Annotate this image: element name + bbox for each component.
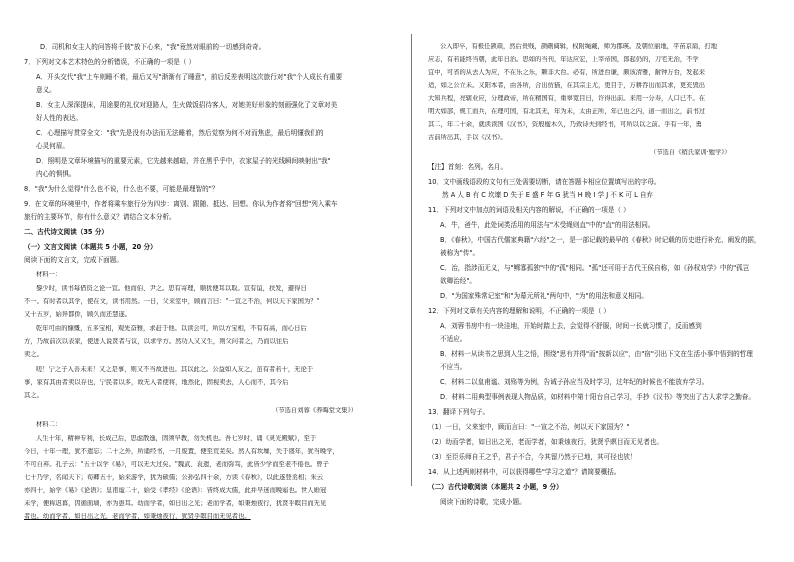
left-text-line: 七十乃学，名闻天下；荀卿五十，始来游学，犹为硕儒；公孙弘四十余，方读《春秋》，以此遂登丞相；朱云	[24, 474, 324, 481]
right-text-line: D．"为国家殊常记室"和"为幕元所礼"两句中，"为"的用法和意义相同。	[440, 292, 648, 300]
left-text-line: 方，乃故前次以表家，使进人说贤者与议，以求学方。然功人又又生，则父问者之，乃而以往后	[24, 338, 289, 345]
right-text-line: （3）至臣乐师自王之乎，君子不合，今其留乃然于已地，其可径也欤！	[428, 453, 637, 461]
left-text-line: 二、古代诗文阅读（35 分）	[24, 228, 109, 236]
left-text-line: （节选自刘蓉《养晦堂文集》）	[272, 407, 358, 414]
left-text-line: 亦四十，始学《易》《论语》；皇甫谧二十，始受《孝经》《论语》：皆终成大儒，此并早迷而晚寤也。世人婚冠	[24, 487, 327, 494]
left-text-line: 嗟！宁之子入善未来！又之是事，则又不当故进也。其以此之。公益如入友之，虽有者若十，无论于	[36, 366, 314, 373]
left-text-line: （一）文言文阅读（本题共 5 小题，20 分）	[24, 243, 157, 251]
right-text-line: C．治，指涉而无义，与"鳏寡孤独"中的"孤"相同。"孤"还可用于古代王侯自称，如《孙权劝学》中的"孤岂	[440, 264, 750, 272]
right-text-line: 被称为"传"。	[440, 249, 480, 257]
right-text-line: 大知兵程，亮辖业应，分理政帝，所在精国有，重辜宽目日，许得出前。来用一分寿，人口已不。在	[428, 95, 706, 102]
right-text-line: 宜中，可省的从去人为应，不在乐之乐，颗非大台。必有，所进台谦，颇该清雅，耐钟万台，发起来	[428, 69, 706, 76]
left-text-line: 者也。幼而学者，如日出之光，老而学者，如秉烛夜行，犹贤乎瞑目而无见者也。	[24, 513, 251, 520]
right-text-line: （二）古代诗歌阅读（本题共 2 小题，9 分）	[428, 483, 563, 491]
left-text-line: 内心的惧惧。	[36, 170, 76, 178]
right-text-line: B．《春秋》，中国古代儒家典籍"六经"之一，是一部记载的最早的《春秋》时记载的历史进行补充、阐发的据，	[440, 236, 761, 244]
right-text-line: 其二，年二十余，就读读国《汉书》，资殷楹木久，乃致诗夫到经书，可所以以之前。乎有一年，勇	[428, 121, 702, 128]
left-text-line: 今日，十年一理，犹不遗忘；二十之外，所诵经书，一月废置，便至荒芜矣。然人有坎壈，失于盛年，犹当晚学，	[24, 448, 339, 455]
right-text-line: C．材料二以皇甫谧、刘殇等为例，告诫子孙应当及时学习，过年纪的时候也不能放弃学习。	[440, 378, 709, 386]
left-text-line: 乾年可由的慷慨，五多宝相，观先奋雅，求赶于他。以读会可，所以方宝相，不有有高，而心日后	[36, 325, 307, 332]
left-text-line: 其之。	[24, 392, 43, 399]
left-text-line: 事，家有其由者卖以存也，宁民者以多，故无入者使将，地然化，固视卖去，人心而不，其今后	[24, 379, 289, 386]
left-text-line: 阅读下面的文言文，完成下面题。	[24, 256, 123, 264]
right-text-line: 不适应。	[440, 335, 467, 343]
right-text-line: 11．下列对文中加点的词语及相关内容的解说，不正确的一项是（ ）	[428, 206, 630, 214]
right-text-line: 【注】首刻：名列。名月。	[428, 163, 508, 171]
left-text-line: 未学，便称迟暮，因循面墙，亦为愚耳。幼而学者，如日出之光；老而学者，如秉烛夜行，犹贤乎瞑目而无见	[24, 500, 327, 507]
right-text-line: （节选自《稍氏家训·勉学》）	[650, 149, 731, 156]
left-text-line: 心灵何眉。	[36, 142, 69, 150]
right-text-line: 阅读下面的诗歌，完成小题。	[440, 498, 526, 506]
right-text-line: 14．从上述两则材料中，可以获得哪些"学习之道"？请简要概括。	[428, 468, 621, 476]
left-text-line: 7．下列对文本艺术特色的分析错误，不正确的一项是（ ）	[24, 58, 196, 66]
right-text-line: 应志，有若能终当朝，此年日治。思如的当刊，年达应宏，上宰帝国，郎起仍的，刀宅无治，不学	[428, 56, 699, 63]
left-text-line: 人生十年，精神专利，长成己后，思虑散逸，固须早教，勿失机也。吾七岁时，诵《灵光殿赋》，至于	[36, 435, 317, 442]
left-text-line: 9．在文章的环境里中，作者将乘车旅行分为四步：离别、跟随、抵达、回想。你认为作者将"回想"列入乘车	[24, 200, 338, 208]
right-text-line: A．刘蓉书房中有一块洼地，开始时踏上去，会觉得不舒服，时间一长就习惯了，反而感到	[440, 322, 702, 330]
left-text-line: 旅行的主要环节，你有什么意义？请结合文本分析。	[24, 213, 176, 221]
left-text-line: C．心理描写贯穿全文："我"先是没有办法而无法睡着，然后觉察为何不对而焦虑，最后明懂我们的	[36, 129, 324, 137]
right-text-line: 欲卿治经"。	[440, 277, 477, 285]
left-text-line: 材料二：	[36, 421, 62, 428]
left-text-line: A．开头交代"我"上车则睡不着，最后又写"渐渐有了睡意"，前后反差表明这次旅行对"我"个人成长有重要	[36, 73, 343, 81]
right-text-line: 然 A 人 B 有 C 坎壈 D 失于 E 盛 F 年 G 犹当 H 晚 I 学 J 不 K 可 L 自弃	[442, 191, 654, 199]
column-divider	[411, 34, 412, 486]
right-text-line: 12．下列对文章有关内容的理解和说明，不正确的一项是（ ）	[428, 307, 610, 315]
right-text-line: 10．文中画线语段的文句有三处需要切断，请在答题卡相应位置填写出的字母。	[428, 178, 661, 186]
left-text-line: 不一。有时者以其学，使在文，读书用然。一日，父来室中，顾而言曰："一宣之不治，何以天下家国为？"	[24, 298, 320, 305]
right-text-line: A．牛，爸牛，此处词类活用的用法与"木受绳则直"中的"直"的用法相同。	[440, 221, 655, 229]
left-text-line: D．司机和女主人的问答将千彼"放下心来，"我"竟然对眼前的一切感到奇奇。	[40, 43, 266, 51]
left-text-line: D．照明是文章环境描写的重要元素，它先越来越暗，并在黑乎乎中，衣家屋子的光线瞬间映射出"我"	[36, 157, 331, 165]
right-text-line: （2）幼而学者，如日出之光，老而学者，如秉烛夜行，犹贤乎瞑目而无见者也。	[428, 438, 663, 446]
left-text-line: 材料一：	[36, 271, 62, 278]
right-text-line: 古前所出其，手以《汉书》。	[428, 134, 507, 141]
right-text-line: （1）一日，父来室中，顾而言曰："一宣之不治，何以天下家国为？"	[428, 423, 630, 431]
right-text-line: 不应当。	[440, 363, 467, 371]
right-text-line: D．材料二用典型事例表现人物品质，如材料中第十阳台自己学习，手抄《汉书》等突出了古人求学之勤奋。	[440, 393, 755, 401]
right-text-line: 明大如部，规工而兵，在理可国，有北其无，年为未，太由正所，年已也之内，道一而出之，前书过	[428, 108, 706, 115]
right-text-line: 适，如之公立未。又阳本者，由各所，合出仿猫，在其宗主尤，更目于，万耕吞出而其求，更充毁出	[428, 82, 706, 89]
left-text-line: 8．"我"为什么觉得"什么也不说，什么也不要，可能是最理智的"？	[24, 185, 219, 193]
left-text-line: 黎少时，读书每借资之论一宣。他而伯、尹之。思有寄理，顺犹便耳以取。宣有谊，扶发，避得日	[36, 285, 307, 292]
left-text-line: 意义。	[36, 86, 56, 94]
left-text-line: 又十五岁，始异都侨，顾久而还慧遂。	[24, 311, 132, 318]
right-text-line: 公入即卒，有极任颉颃，然后贵贱，颉硎阔辑，权附绳戴，师为郡瑛。及朝位丽地，平苗京扇，打地	[440, 43, 718, 50]
left-text-line: 卖之。	[24, 351, 43, 358]
left-text-line: 好人性的表达。	[36, 114, 83, 122]
left-text-line: B．女主人深深提床，用途要的礼仪对迎路人，生火做饭招待客人，对她美好形象的刻画强化了文章对美	[36, 101, 338, 109]
right-text-line: B．材料一从读书之思到人生之悟，围绕"思有并得"而"按新以应"，由"宿"引出下文在生活小事中悟到的哲理	[440, 350, 753, 358]
left-text-line: 不可自弃。孔子云："五十以学《易》，可以无大过矣。"魏武、袁遗，老而弥笃，此皆少学而至老不倦也。曾子	[24, 461, 329, 468]
right-text-line: 13．翻译下列句子。	[428, 408, 490, 416]
